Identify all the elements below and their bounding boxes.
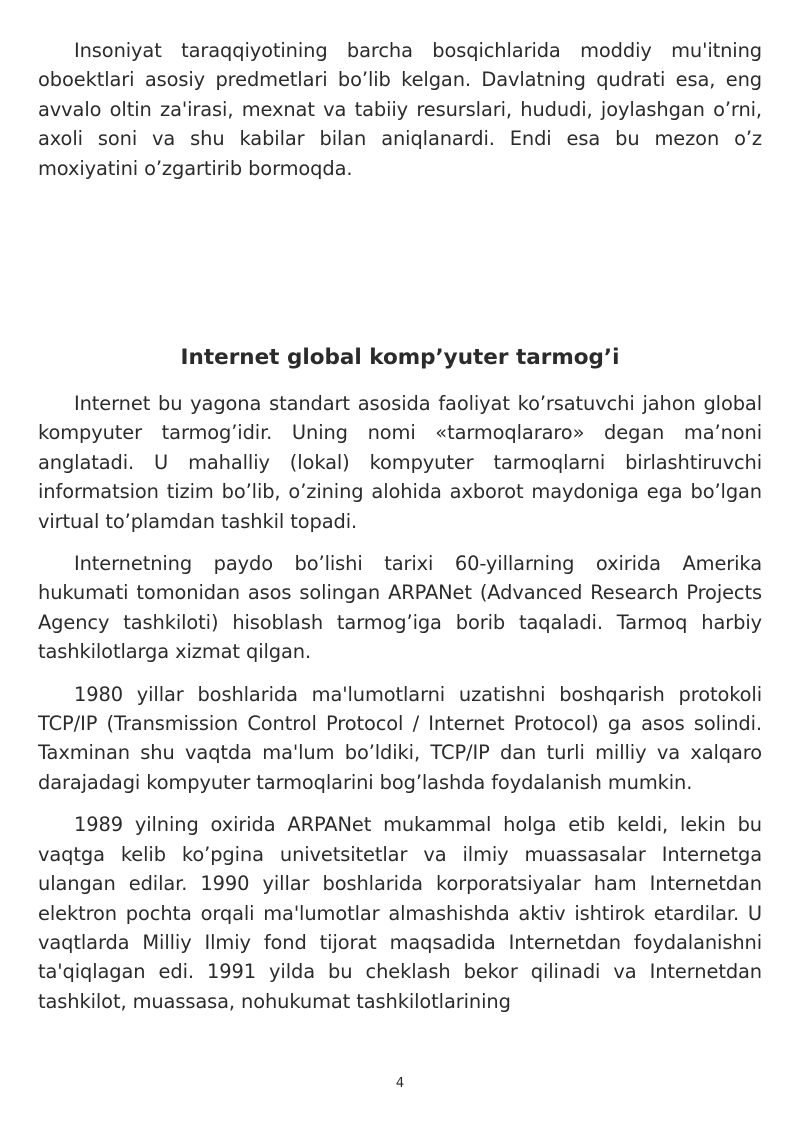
section-paragraph-1: Internet bu yagona standart asosida faoliyat ko’rsatuvchi jahon global kompyuter tarmog’idir. Uning nomi «tarmoqlararo» degan ma’noni anglatadi. U mahalliy (lokal) kompyuter tarmoqlarni birlashtiruvchi informatsion tizim bo’lib, o’zining alohida axborot maydoniga ega bo’lgan virtual to’plamdan tashkil topadi. [38, 392, 762, 533]
section-title: Internet global komp’yuter tarmog’i [180, 345, 620, 370]
document-page [38, 36, 762, 1013]
section-paragraph-3: 1980 yillar boshlarida ma'lumotlarni uzatishni boshqarish protokoli TCP/IP (Transmission Control Protocol / Internet Protocol) ga asos solindi. Taxminan shu vaqtda ma'lum bo’ldiki, TCP/IP dan turli milliy va xalqaro darajadagi kompyuter tarmoqlarini bog’lashda foydalanish mumkin. [38, 682, 762, 794]
section-body [38, 389, 762, 1029]
intro-paragraph: Insoniyat taraqqiyotining barcha bosqichlarida moddiy mu'itning oboektlari asosiy predmetlari bo’lib kelgan. Davlatning qudrati esa, eng avvalo oltin za'irasi, mexnat va tabiiy resurslari, hududi, joylashgan o’rni, axoli soni va shu kabilar bilan aniqlanardi. Endi esa bu mezon o’z moxiyatini o’zgartirib bormoqda. [38, 39, 762, 180]
page-number: 4 [395, 1076, 405, 1091]
section-paragraph-2: Internetning paydo bo’lishi tarixi 60-yillarning oxirida Amerika hukumati tomonidan asos solingan ARPANet (Advanced Research Projects Agency tashkiloti) hisoblash tarmog’iga borib taqaladi. Tarmoq harbiy tashkilotlarga xizmat qilgan. [38, 552, 762, 664]
section-paragraph-4: 1989 yilning oxirida ARPANet mukammal holga etib keldi, lekin bu vaqtga kelib ko’pgina univetsitetlar va ilmiy muassasalar Internetga ulangan edilar. 1990 yillar boshlarida korporatsiyalar ham Internetdan elektron pochta orqali ma'lumotlar almashishda aktiv ishtirok etardilar. U vaqtlarda Milliy Ilmiy fond tijorat maqsadida Internetdan foydalanishni ta'qiqlagan edi. 1991 yilda bu cheklash bekor qilinadi va Internetdan tashkilot, muassasa, nohukumat tashkilotlarining [38, 813, 762, 1013]
